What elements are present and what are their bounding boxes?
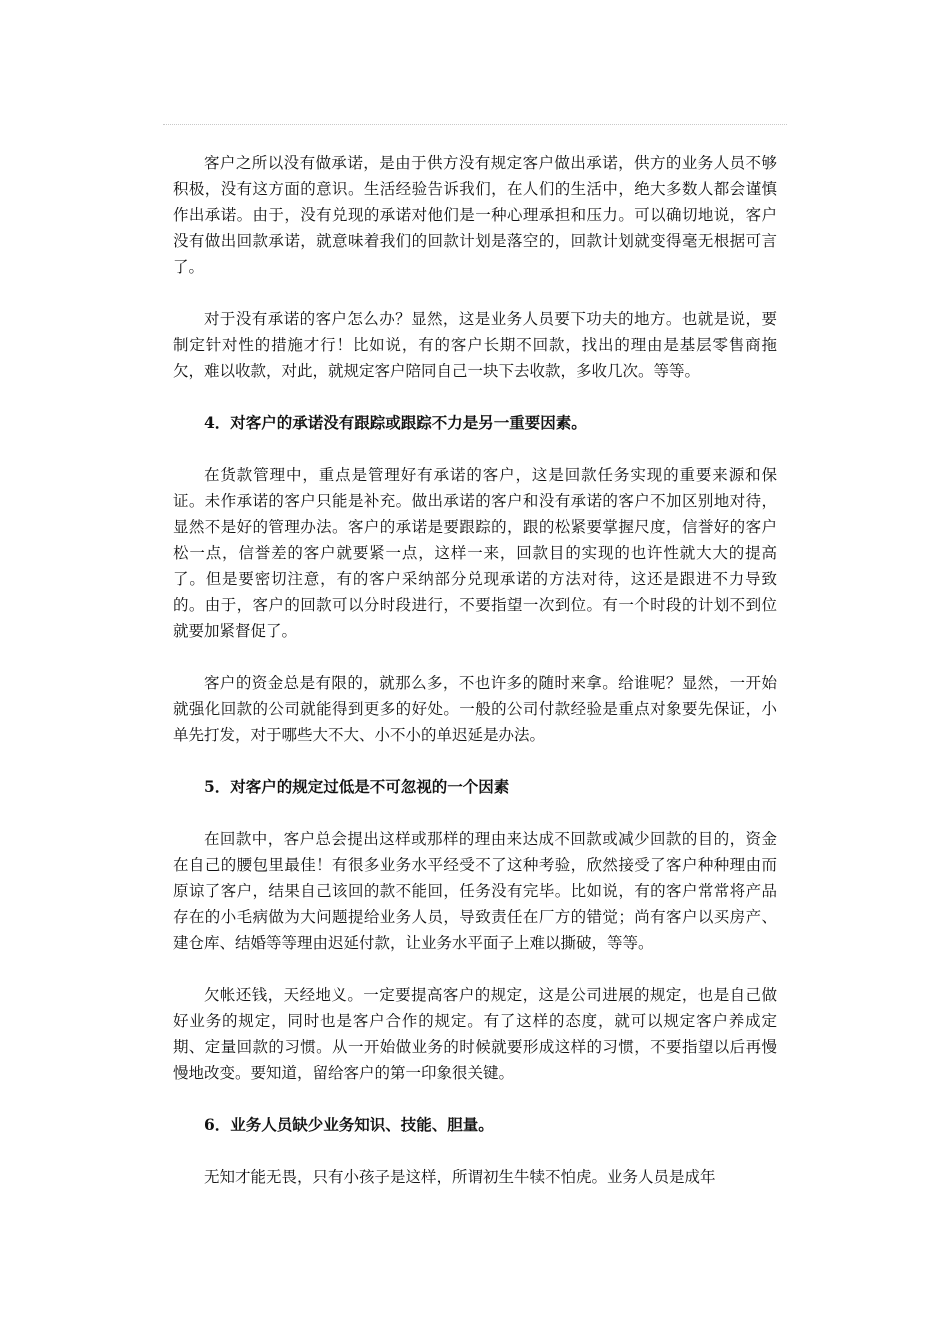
paragraph-repay-debts: 欠帐还钱，天经地义。一定要提高客户的规定，这是公司进展的规定，也是自己做好业务的规定，同时也是客户合作的规定。有了这样的态度，就可以规定客户养成定期、定量回款的习惯。从一开始做业务的时候就要形成这样的习惯，不要指望以后再慢慢地改变。要知道，留给客户的第一印象很关键。 (173, 986, 777, 1082)
document-body (173, 150, 777, 1190)
section-heading-6: 6．业务人员缺少业务知识、技能、胆量。 (204, 1115, 494, 1134)
paragraph-client-excuses: 在回款中，客户总会提出这样或那样的理由来达成不回款或减少回款的目的，资金在自己的腰包里最佳！有很多业务水平经受不了这种考验，欣然接受了客户种种理由而原谅了客户，结果自己该回的款不能回，任务没有完毕。比如说，有的客户常常将产品存在的小毛病做为大问题提给业务人员，导致责任在厂方的错觉；尚有客户以买房产、建仓库、结婚等等理由迟延付款，让业务水平面子上难以撕破，等等。 (173, 830, 777, 952)
paragraph-fearless-ignorance: 无知才能无畏，只有小孩子是这样，所谓初生牛犊不怕虎。业务人员是成年 (204, 1168, 716, 1186)
paragraph-commitment-reason: 客户之所以没有做承诺，是由于供方没有规定客户做出承诺，供方的业务人员不够积极，没有这方面的意识。生活经验告诉我们，在人们的生活中，绝大多数人都会谨慎作出承诺。由于，没有兑现的承诺对他们是一种心理承担和压力。可以确切地说，客户没有做出回款承诺，就意味着我们的回款计划是落空的，回款计划就变得毫无根据可言了。 (173, 154, 777, 276)
header-divider (163, 124, 787, 125)
paragraph-uncommitted-clients: 对于没有承诺的客户怎么办？显然，这是业务人员要下功夫的地方。也就是说，要制定针对性的措施才行！比如说，有的客户长期不回款，找出的理由是基层零售商拖欠，难以收款，对此，就规定客户陪同自己一块下去收款，多收几次。等等。 (173, 310, 777, 380)
section-heading-5: 5．对客户的规定过低是不可忽视的一个因素 (204, 777, 510, 796)
section-heading-4: 4．对客户的承诺没有跟踪或跟踪不力是另一重要因素。 (204, 413, 587, 432)
paragraph-limited-funds: 客户的资金总是有限的，就那么多，不也许多的随时来拿。给谁呢？显然，一开始就强化回款的公司就能得到更多的好处。一般的公司付款经验是重点对象要先保证，小单先打发，对于哪些大不大、小不小的单迟延是办法。 (173, 674, 777, 744)
paragraph-payment-management: 在货款管理中，重点是管理好有承诺的客户，这是回款任务实现的重要来源和保证。未作承诺的客户只能是补充。做出承诺的客户和没有承诺的客户不加区别地对待，显然不是好的管理办法。客户的承诺是要跟踪的，跟的松紧要掌握尺度，信誉好的客户松一点，信誉差的客户就要紧一点，这样一来，回款目的实现的也许性就大大的提高了。但是要密切注意，有的客户采纳部分兑现承诺的方法对待，这还是跟进不力导致的。由于，客户的回款可以分时段进行，不要指望一次到位。有一个时段的计划不到位就要加紧督促了。 (173, 466, 777, 640)
